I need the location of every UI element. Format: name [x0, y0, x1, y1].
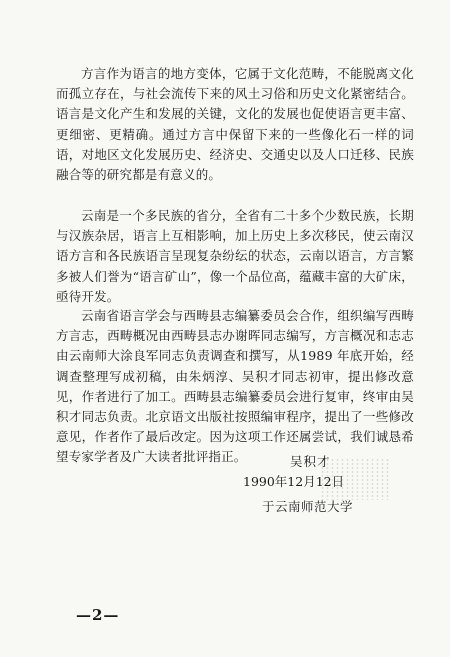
signature-place: 于云南师范大学 [262, 499, 354, 514]
page-number: —2— [76, 606, 120, 624]
paragraph-1: 方言作为语言的地方变体，它属于文化范畴，不能脱离文化而孤立存在，与社会流传下来的风土习俗和历史文化紧密结合。语言是文化产生和发展的关键，文化的发展也促使语言更丰富、更细密、更精确。通过方言中保留下来的一些像化石一样的词语，对地区文化发展历史、经济史、交通史以及人口迁移、民族融合等的研究都是有意义的。 [56, 66, 414, 183]
paragraph-3: 云南省语言学会与西畴县志编纂委员会合作，组织编写西畴方言志，西畴概况由西畴县志办谢晖同志编写，方言概况和志志由云南师大涂良军同志负责调查和撰写，从1989 年底开始，经调查整理写成初稿，由朱炳淳、吴积才同志初审，提出修改意见，作者进行了加工。西畴县志编纂委员会进行复审，终审由吴积才同志负责。北京语文出版社按照编审程序，提出了一些修改意见，作者作了最后改定。因为这项工作还属尝试，我们诚恳希望专家学者及广大读者批评指正。 [56, 308, 414, 465]
signature-name: 吴积才 [290, 454, 331, 469]
signature-date: 1990年12月12日 [243, 474, 345, 489]
paragraph-2: 云南是一个多民族的省分，全省有二十多个少数民族，长期与汉族杂居，语言上互相影响，加上历史上多次移民，使云南汉语方言和各民族语言呈现复杂纷纭的状态，云南以语言，方言繁多被人们誉为“语言矿山”，像一个品位高，蕴藏丰富的大矿床，亟待开发。 [56, 208, 414, 304]
